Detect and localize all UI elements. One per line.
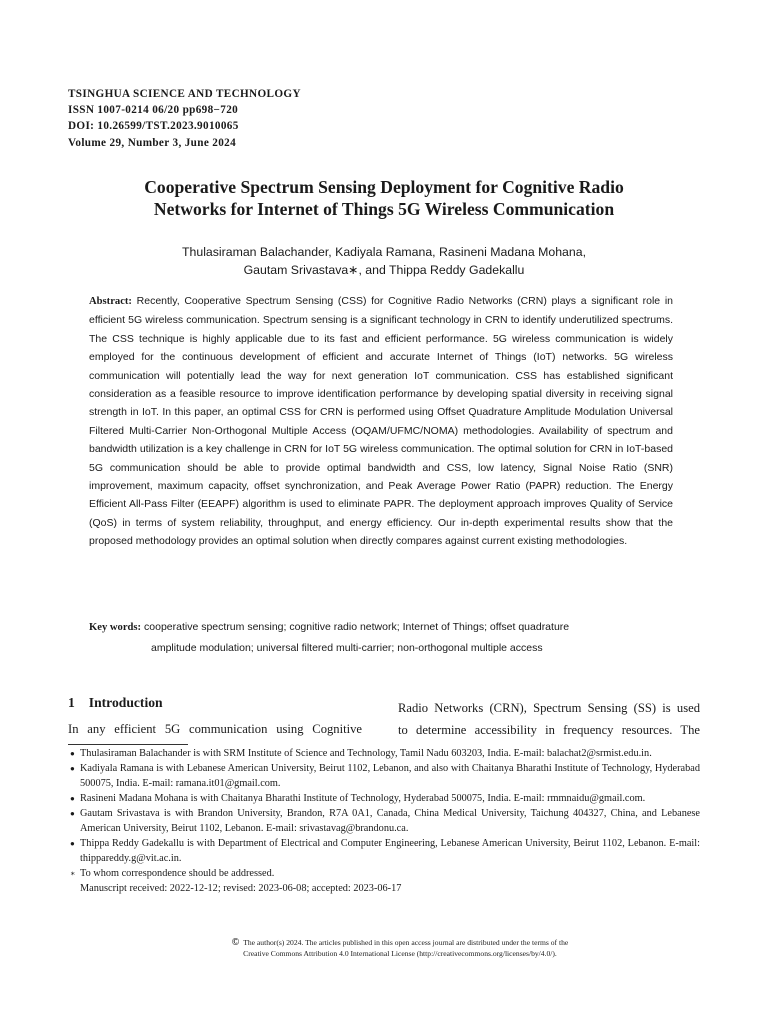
asterisk-icon: ∗ (70, 869, 76, 878)
intro-left-column (68, 719, 362, 739)
intro-left-line: In any efficient 5G communication using Cognitive (68, 722, 362, 736)
section-number: 1 (68, 695, 75, 710)
abstract (89, 292, 673, 551)
journal-header (68, 86, 301, 151)
manuscript-dates: Manuscript received: 2022-12-12; revised: 2023-06-08; accepted: 2023-06-17 (80, 883, 402, 894)
journal-doi: DOI: 10.26599/TST.2023.9010065 (68, 120, 239, 133)
license-line-1: The author(s) 2024. The articles published in this open access journal are distributed under the terms of the (243, 938, 569, 947)
footnotes (70, 746, 700, 896)
bullet-icon: ● (70, 764, 75, 773)
abstract-text: Recently, Cooperative Spectrum Sensing (CSS) for Cognitive Radio Networks (CRN) plays a significant role in efficient 5G wireless communication. Spectrum sensing is a significant technology in CRN to identify underutilized spectrums. The CSS technique is highly applicable due to its fast and efficient performance. 5G wireless communication is widely employed for the continuous development of efficient and accurate Internet of Things (IoT) networks. 5G wireless communication will potentially lead the way for next generation IoT communication. CSS has established significant consideration as a feasible resource to improve identification performance by developing spatial diversity in receiving signal strength in IoT. In this paper, an optimal CSS for CRN is performed using Offset Quadrature Amplitude Modulation Universal Filtered Multi-Carrier Non-Orthogonal Multiple Access (OQAM/UFMC/NOMA) methodologies. Availability of spectrum and bandwidth utilization is a key challenge in CRN for IoT 5G wireless communication. The optimal solution for CRN in IoT-based 5G communication should be able to provide optimal bandwidth and CSS, low latency, Signal Noise Ratio (SNR) improvement, maximum capacity, offset synchronization, and Peak Average Power Ratio (PAPR) reduction. The Energy Efficient All-Pass Filter (EEAPF) algorithm is used to eliminate PAPR. The deployment approach improves Quality of Service (QoS) in terms of system reliability, throughput, and energy efficiency. Our in-depth experimental results show that the proposed methodology provides an optimal solution when directly compares against current existing methodologies. (89, 295, 673, 548)
journal-volume: Volume 29, Number 3, June 2024 (68, 136, 237, 149)
author-list (80, 243, 688, 279)
intro-right-line-2: to determine accessibility in frequency resources. The (398, 723, 700, 737)
section-title: Introduction (88, 695, 163, 710)
footnote-text: Kadiyala Ramana is with Lebanese American University, Beirut 1102, Lebanon, and also with Chaitanya Bharathi Institute of Technology, Hyderabad 500075, India. E-mail: ramana.it01@gmail.com. (80, 763, 700, 789)
keywords-line-2: amplitude modulation; universal filtered multi-carrier; non-orthogonal multiple access (151, 642, 543, 654)
footnote-divider (68, 744, 188, 745)
keywords-line-1: cooperative spectrum sensing; cognitive radio network; Internet of Things; offset quadrature (144, 621, 570, 633)
footnote-item (70, 836, 700, 866)
title-line-2: Networks for Internet of Things 5G Wireless Communication (153, 199, 615, 219)
copyright-icon: © (231, 937, 240, 948)
footnote-text: Thippa Reddy Gadekallu is with Department of Electrical and Computer Engineering, Lebanese American University, Beirut 1102, Lebanon. E-mail: thippareddy.g@vit.ac.in. (80, 838, 700, 864)
title-line-1: Cooperative Spectrum Sensing Deployment for Cognitive Radio (144, 177, 624, 197)
bullet-icon: ● (70, 809, 75, 818)
footnote-item (70, 761, 700, 791)
authors-line-1: Thulasiraman Balachander, Kadiyala Ramana, Rasineni Madana Mohana, (182, 245, 586, 259)
bullet-icon: ● (70, 839, 75, 848)
footnote-item (70, 806, 700, 836)
footnote-text: Gautam Srivastava is with Brandon University, Brandon, R7A 0A1, Canada, China Medical University, Taichung 404327, China, and Lebanese American University, Beirut 1102, Lebanon. E-mail: srivastavag@brandonu.ca. (80, 808, 700, 834)
bullet-icon: ● (70, 749, 75, 758)
footnote-item (70, 791, 700, 806)
footnote-item (70, 746, 700, 761)
correspondence-text: To whom correspondence should be addressed. (80, 868, 275, 879)
bullet-icon: ● (70, 794, 75, 803)
intro-right-column (398, 697, 700, 741)
abstract-label: Abstract: (89, 296, 132, 307)
footnote-text: Thulasiraman Balachander is with SRM Institute of Science and Technology, Tamil Nadu 603203, India. E-mail: balachat2@srmist.edu.in. (80, 748, 652, 759)
footnote-text: Rasineni Madana Mohana is with Chaitanya Bharathi Institute of Technology, Hyderabad 500075, India. E-mail: rmmnaidu@gmail.com. (80, 793, 646, 804)
license-notice (200, 937, 600, 959)
authors-line-2: Gautam Srivastava∗, and Thippa Reddy Gadekallu (243, 263, 525, 277)
journal-name: TSINGHUA SCIENCE AND TECHNOLOGY (68, 88, 301, 100)
license-line-2: Creative Commons Attribution 4.0 International License (http://creativecommons.org/licenses/by/4.0/). (243, 949, 557, 958)
journal-issn: ISSN 1007-0214 06/20 pp698−720 (68, 104, 239, 117)
intro-right-line-1: Radio Networks (CRN), Spectrum Sensing (SS) is used (398, 701, 700, 715)
section-heading (68, 695, 163, 711)
correspondence-note (70, 866, 700, 881)
paper-title (60, 176, 708, 220)
keywords (89, 617, 673, 658)
keywords-label: Key words: (89, 622, 142, 633)
